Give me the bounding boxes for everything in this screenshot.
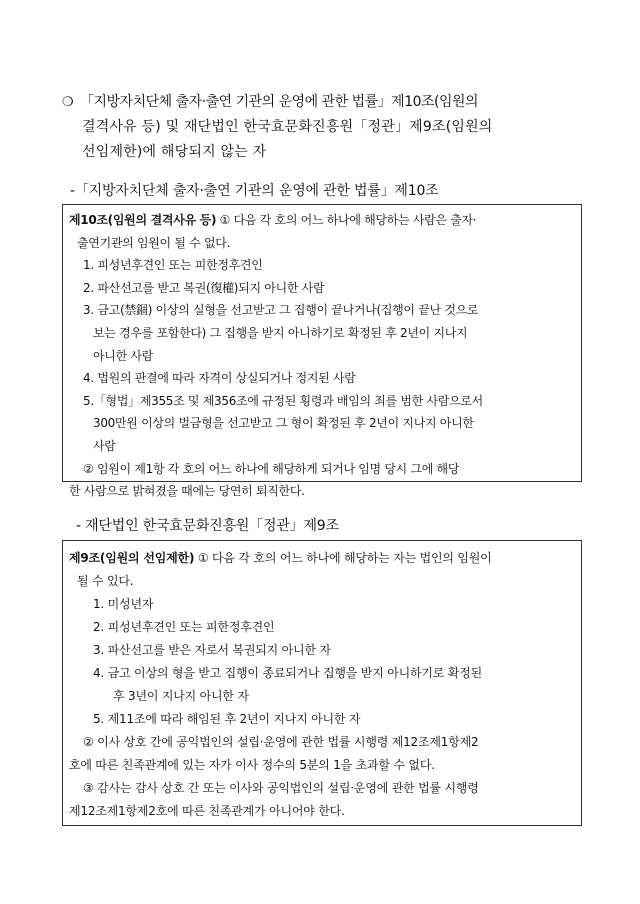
intro-line: 「지방자치단체 출자·출연 기관의 운영에 관한 법률」제10조(임원의 [80, 94, 479, 110]
intro-line: 결격사유 등) 및 재단법인 한국효문화진흥원「정관」제9조(임원의 [82, 119, 493, 135]
article-line: 제10조(임원의 결격사유 등) ① 다음 각 호의 어느 하나에 해당하는 사람은 출자· [69, 213, 477, 227]
article-item: 2. 피성년후견인 또는 피한정후견인 [93, 620, 275, 634]
article-item: 5.「형법」제355조 및 제356조에 규정된 횡령과 배임의 죄를 범한 사람으로서 [83, 393, 483, 408]
article9-box [62, 540, 582, 826]
article-title: 제10조(임원의 결격사유 등) [69, 213, 217, 227]
article-item-cont: 사람 [93, 438, 116, 453]
article-item: 5. 제11조에 따라 해임된 후 2년이 지나지 아니한 자 [93, 712, 361, 726]
article-item: 4. 금고 이상의 형을 받고 집행이 종료되거나 집행을 받지 아니하기로 확정된 [93, 666, 482, 680]
article-line: 될 수 있다. [77, 574, 134, 588]
article-paragraph: ② 이사 상호 간에 공익법인의 설립·운영에 관한 법률 시행령 제12조제1항제2 [83, 735, 479, 749]
article-item: 1. 피성년후견인 또는 피한정후견인 [83, 258, 263, 273]
article-item: 3. 금고(禁錮) 이상의 실형을 선고받고 그 집행이 끝나거나(집행이 끝난 것으로 [83, 303, 479, 318]
article-paragraph-cont: 한 사람으로 밝혀졌을 때에는 당연히 퇴직한다. [69, 484, 305, 499]
article-paragraph-cont: 제12조제1항제2호에 따른 친족관계가 아니어야 한다. [69, 804, 345, 818]
article-item-cont: 보는 경우를 포함한다) 그 집행을 받지 아니하기로 확정된 후 2년이 지나지 [93, 325, 468, 340]
article-item: 2. 파산선고를 받고 복권(復權)되지 아니한 사람 [83, 280, 325, 295]
article-item: 4. 법원의 판결에 따라 자격이 상실되거나 정지된 사람 [83, 371, 356, 386]
section2-heading: - 재단법인 한국효문화진흥원「정관」제9조 [76, 518, 339, 534]
intro-line: 선임제한)에 해당되지 않는 자 [82, 144, 267, 160]
article-item: 1. 미성년자 [93, 597, 154, 611]
article-line: 출연기관의 임원이 될 수 없다. [77, 235, 231, 250]
article-paragraph: ③ 감사는 감사 상호 간 또는 이사와 공익법인의 설립·운영에 관한 법률 시행령 [83, 781, 479, 795]
article-title: 제9조(임원의 선임제한) [69, 551, 195, 565]
article-item-cont: 후 3년이 지나지 아니한 자 [113, 689, 249, 703]
article-paragraph-cont: 호에 따른 친족관계에 있는 자가 이사 정수의 5분의 1을 초과할 수 없다. [69, 758, 435, 772]
circle-bullet-icon: ❍ [62, 95, 74, 110]
article-item-cont: 아니한 사람 [93, 348, 153, 363]
article-line: 제9조(임원의 선임제한) ① 다음 각 호의 어느 하나에 해당하는 자는 법인의 임원이 [69, 551, 492, 565]
article-paragraph: ② 임원이 제1항 각 호의 어느 하나에 해당하게 되거나 임명 당시 그에 해당 [83, 461, 460, 476]
article10-box [62, 204, 582, 499]
article-item-cont: 300만원 이상의 벌금형을 선고받고 그 형이 확정된 후 2년이 지나지 아니한 [93, 416, 474, 431]
intro-paragraph [62, 90, 596, 165]
article-item: 3. 파산선고를 받은 자로서 복권되지 아니한 자 [93, 643, 331, 657]
section1-heading: -「지방자치단체 출자·출연 기관의 운영에 관한 법률」제10조 [70, 183, 439, 199]
